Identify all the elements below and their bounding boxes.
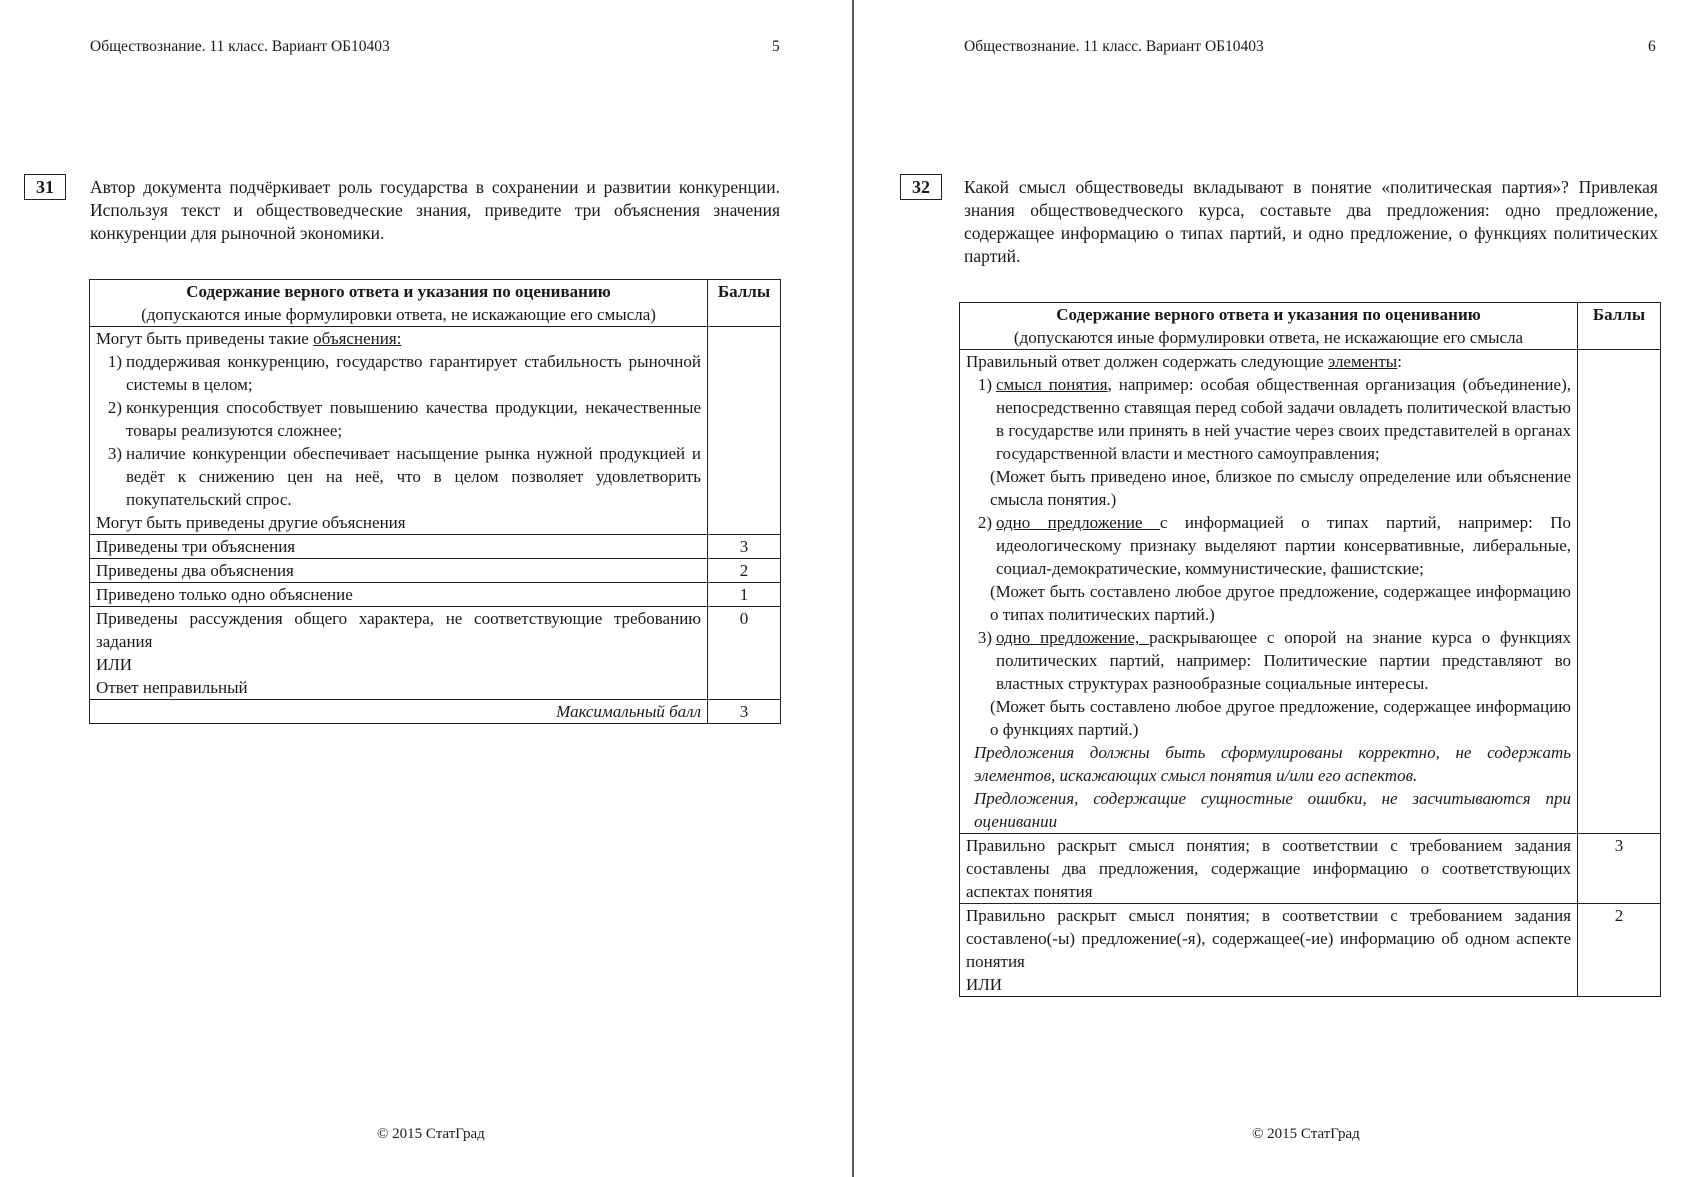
answer-items <box>966 511 1571 580</box>
score-value: 3 <box>708 535 781 559</box>
page-header: Обществознание. 11 класс. Вариант ОБ10403 <box>90 38 390 55</box>
answer-item <box>966 511 1571 580</box>
rubric-header-subtitle: (допускаются иные формулировки ответа, не искажающие его смысла) <box>141 305 656 324</box>
criterion-text: Правильно раскрыт смысл понятия; в соответствии с требованием задания составлено(-ы) предложение(-я), содержащее(-ие) информацию об одном аспекте понятия <box>966 906 1571 971</box>
answer-content-row <box>960 350 1661 834</box>
page-header: Обществознание. 11 класс. Вариант ОБ10403 <box>964 38 1264 55</box>
item-text <box>996 373 1571 465</box>
score-cell-empty <box>708 327 781 535</box>
item-note: (Может быть составлено любое другое предложение, содержащее информацию о функциях партий.) <box>990 697 1571 739</box>
item-number: 2) <box>977 513 992 532</box>
score-row <box>90 583 781 607</box>
score-column-header: Баллы <box>708 280 781 327</box>
answer-items <box>96 350 701 511</box>
criterion-text: Приведены три объяснения <box>90 535 708 559</box>
answer-outro: Могут быть приведены другие объяснения <box>96 513 406 532</box>
criterion-text: Правильно раскрыт смысл понятия; в соответствии с требованием задания составлены два предложения, содержащие информацию о соответствующих аспектах понятия <box>960 834 1578 904</box>
score-row <box>90 559 781 583</box>
criterion-text: Приведены два объяснения <box>90 559 708 583</box>
answer-intro-text: Могут быть приведены такие <box>96 329 314 348</box>
rubric-header-row <box>90 280 781 327</box>
item-body: с информацией о типах партий, например: По идеологическому признаку выделяют партии консервативные, либеральные, социал-демократические, коммунистические, фашистские; <box>996 513 1571 578</box>
item-note: (Может быть составлено любое другое предложение, содержащее информацию о типах политических партий.) <box>990 582 1571 624</box>
answer-item <box>96 442 701 511</box>
item-text <box>996 511 1571 580</box>
score-value: 3 <box>1578 834 1661 904</box>
grading-instruction: Предложения должны быть сформулированы корректно, не содержать элементов, искажающих смысл понятия и/или его аспектов. <box>974 743 1571 785</box>
question-text: Автор документа подчёркивает роль государства в сохранении и развитии конкуренции. Используя текст и обществоведческие знания, приведите три объяснения значения конкуренции для рыночной экономики. <box>90 177 780 243</box>
item-text <box>996 626 1571 695</box>
score-row <box>960 904 1661 997</box>
score-row <box>90 607 781 700</box>
criterion-text: Приведены рассуждения общего характера, не соответствующие требованию задания <box>96 609 701 651</box>
page-footer: © 2015 СтатГрад <box>377 1126 485 1142</box>
rubric-header-cell <box>960 303 1578 350</box>
score-column-header: Баллы <box>1578 303 1661 350</box>
criterion-or: ИЛИ <box>96 655 133 674</box>
item-number: 1) <box>107 352 122 371</box>
answer-intro-underlined: объяснения: <box>313 329 402 348</box>
score-value: 1 <box>708 583 781 607</box>
question-number-box: 31 <box>24 174 66 200</box>
question-number-box: 32 <box>900 174 942 200</box>
score-row <box>90 535 781 559</box>
answer-item <box>96 396 701 442</box>
score-row <box>960 834 1661 904</box>
answer-intro <box>96 327 701 350</box>
item-body: , например: особая общественная организация (объединение), непосредственно ставящая перед собой задачи овладеть политической властью в государстве или принять в ней участие через своих представителей в органах государственной власти и местного самоуправления; <box>996 375 1571 463</box>
answer-content-row <box>90 327 781 535</box>
item-number: 2) <box>107 398 122 417</box>
item-text: наличие конкуренции обеспечивает насыщение рынка нужной продукцией и ведёт к снижению цен на неё, что в целом позволяет удовлетворить покупательский спрос. <box>126 444 701 509</box>
item-text: поддерживая конкуренцию, государство гарантирует стабильность рыночной системы в целом; <box>126 352 701 394</box>
page-footer: © 2015 СтатГрад <box>1252 1126 1360 1142</box>
answer-intro-text: Правильный ответ должен содержать следующие <box>966 352 1328 371</box>
score-cell-empty <box>1578 350 1661 834</box>
score-value: 0 <box>708 607 781 700</box>
answer-intro-underlined: элементы <box>1327 352 1398 371</box>
page-6 <box>854 0 1706 1177</box>
grading-instruction: Предложения, содержащие сущностные ошибки, не засчитываются при оценивании <box>974 789 1571 831</box>
item-note: (Может быть приведено иное, близкое по смыслу определение или объяснение смысла понятия.) <box>990 467 1571 509</box>
criterion-zero-cell <box>90 607 708 700</box>
criterion-or: ИЛИ <box>966 975 1003 994</box>
rubric-header-title: Содержание верного ответа и указания по оцениванию <box>1056 305 1481 324</box>
page-number: 5 <box>772 38 780 55</box>
answer-items <box>966 373 1571 465</box>
answer-items <box>966 626 1571 695</box>
max-score-row <box>90 700 781 724</box>
question-text: Какой смысл обществоведы вкладывают в понятие «политическая партия»? Привлекая знания обществоведческого курса, составьте два предложения: одно предложение, содержащее информацию о типах партий, и одно предложение, о функциях политических партий. <box>964 177 1658 266</box>
item-key-term: одно предложение <box>996 513 1160 532</box>
item-number: 1) <box>977 375 992 394</box>
item-key-term: смысл понятия <box>996 375 1108 394</box>
rubric-header-row <box>960 303 1661 350</box>
answer-item <box>96 350 701 396</box>
rubric-header-title: Содержание верного ответа и указания по оцениванию <box>186 282 611 301</box>
answer-item <box>966 373 1571 465</box>
rubric-header-cell <box>90 280 708 327</box>
max-score-value: 3 <box>708 700 781 724</box>
max-score-label: Максимальный балл <box>90 700 708 724</box>
criterion-cell <box>960 904 1578 997</box>
answer-intro-suffix: : <box>1397 352 1402 371</box>
rubric-table <box>959 302 1661 997</box>
answer-content-cell <box>90 327 708 535</box>
item-body: раскрывающее с опорой на знание курса о функциях политических партий, например: Политические партии представляют во властных структурах разнообразные социальные интересы. <box>996 628 1571 693</box>
page-number: 6 <box>1648 38 1656 55</box>
score-value: 2 <box>708 559 781 583</box>
answer-intro <box>966 350 1571 373</box>
criterion-text: Приведено только одно объяснение <box>90 583 708 607</box>
item-key-term: одно предложение, <box>996 628 1150 647</box>
item-number: 3) <box>977 628 992 647</box>
answer-item <box>966 626 1571 695</box>
criterion-text: Ответ неправильный <box>96 678 248 697</box>
item-number: 3) <box>107 444 122 463</box>
page-5 <box>0 0 852 1177</box>
answer-content-cell <box>960 350 1578 834</box>
rubric-header-subtitle: (допускаются иные формулировки ответа, не искажающие его смысла <box>1013 328 1524 347</box>
item-text: конкуренция способствует повышению качества продукции, некачественные товары реализуются сложнее; <box>126 398 701 440</box>
score-value: 2 <box>1578 904 1661 997</box>
rubric-table <box>89 279 781 724</box>
